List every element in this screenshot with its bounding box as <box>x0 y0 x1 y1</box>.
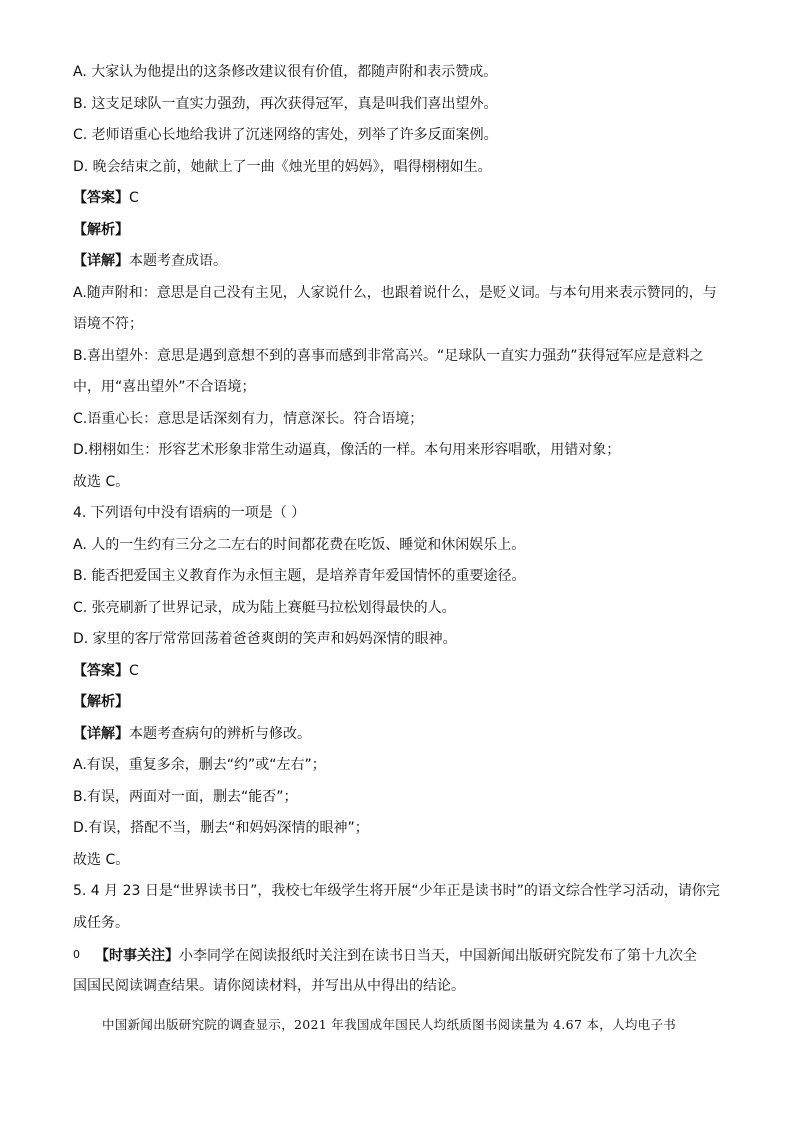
text-line <box>73 598 723 630</box>
line-text: D.有误，搭配不当，删去“和妈妈深情的眼神”； <box>73 820 369 836</box>
line-text: 语境不符； <box>73 316 143 332</box>
section-tag: 【时事关注】 <box>95 948 179 964</box>
line-text: 本题考查病句的辨析与修改。 <box>129 725 311 742</box>
text-line <box>73 125 723 157</box>
text-line <box>73 724 723 756</box>
text-line <box>73 944 723 976</box>
section-tag: 【解析】 <box>73 221 129 238</box>
section-tag: 【详解】 <box>73 725 129 742</box>
line-text: B.有误，两面对一面，删去“能否”； <box>73 788 298 805</box>
text-line <box>73 976 723 1008</box>
text-line <box>73 314 723 346</box>
text-line <box>73 661 723 693</box>
text-line <box>73 566 723 598</box>
line-text: A. 大家认为他提出的这条修改建议很有价值，都随声附和表示赞成。 <box>73 64 498 80</box>
line-text: D. 晚会结束之前，她献上了一曲《烛光里的妈妈》，唱得栩栩如生。 <box>73 158 492 175</box>
line-text: 故选 C。 <box>73 851 130 868</box>
text-line <box>73 850 723 882</box>
line-text: D.栩栩如生：形容艺术形象非常生动逼真，像活的一样。本句用来形容唱歌，用错对象； <box>73 442 621 458</box>
text-line <box>73 346 723 378</box>
text-line <box>73 62 723 94</box>
text-line <box>73 503 723 535</box>
document-body <box>73 62 723 1007</box>
line-text: D. 家里的客厅常常回荡着爸爸爽朗的笑声和妈妈深情的眼神。 <box>73 631 457 647</box>
text-line <box>73 755 723 787</box>
text-line <box>73 535 723 567</box>
line-text: C <box>129 662 139 679</box>
text-line <box>73 283 723 315</box>
line-text: A. 人的一生约有三分之二左右的时间都花费在吃饭、睡觉和休闲娱乐上。 <box>73 536 526 553</box>
line-text: 5. 4 月 23 日是“世界读书日”，我校七年级学生将开展“少年正是读书时”的语文综合性学习活动，请你完 <box>73 883 720 899</box>
text-line <box>73 188 723 220</box>
line-text: 成任务。 <box>73 914 129 931</box>
text-line <box>73 409 723 441</box>
sub-question-number: 0 <box>73 948 80 961</box>
section-tag: 【答案】 <box>73 190 129 206</box>
text-line <box>73 220 723 252</box>
text-line <box>73 629 723 661</box>
section-tag: 【解析】 <box>73 694 129 710</box>
line-text: 中，用“喜出望外”不合语境； <box>73 379 256 395</box>
text-line <box>73 818 723 850</box>
section-tag: 【答案】 <box>73 662 129 679</box>
line-text: 本题考查成语。 <box>129 253 227 269</box>
line-text: C <box>129 190 139 206</box>
line-text: B. 这支足球队一直实力强劲，再次获得冠军，真是叫我们喜出望外。 <box>73 95 498 112</box>
line-text: C. 老师语重心长地给我讲了沉迷网络的害处，列举了许多反面案例。 <box>73 127 498 143</box>
line-text: C. 张亮刷新了世界记录，成为陆上赛艇马拉松划得最快的人。 <box>73 599 456 616</box>
line-text: 国国民阅读调查结果。请你阅读材料，并写出从中得出的结论。 <box>73 977 465 994</box>
text-line <box>73 787 723 819</box>
text-line <box>73 881 723 913</box>
reading-material-quote: 中国新闻出版研究院的调查显示，2021 年我国成年国民人均纸质图书阅读量为 4.67 本，人均电子书 <box>102 1017 677 1032</box>
text-line <box>73 692 723 724</box>
line-text: A.随声附和：意思是自己没有主见，人家说什么，也跟着说什么，是贬义词。与本句用来表示赞同的，与 <box>73 284 717 301</box>
text-line <box>73 440 723 472</box>
line-text: C.语重心长：意思是话深刻有力，情意深长。符合语境； <box>73 410 424 427</box>
text-line <box>73 472 723 504</box>
text-line <box>73 251 723 283</box>
text-line <box>73 377 723 409</box>
line-text: B. 能否把爱国主义教育作为永恒主题，是培养青年爱国情怀的重要途径。 <box>73 568 526 584</box>
text-line <box>73 913 723 945</box>
line-text: 4. 下列语句中没有语病的一项是（ ） <box>73 505 306 521</box>
line-text: 故选 C。 <box>73 473 130 490</box>
line-text: B.喜出望外：意思是遇到意想不到的喜事而感到非常高兴。“足球队一直实力强劲”获得冠军应是意料之 <box>73 347 704 364</box>
text-line <box>73 94 723 126</box>
line-text: 小李同学在阅读报纸时关注到在读书日当天，中国新闻出版研究院发布了第十九次全 <box>179 948 697 964</box>
text-line <box>73 157 723 189</box>
section-tag: 【详解】 <box>73 253 129 269</box>
line-text: A.有误，重复多余，删去“约”或“左右”； <box>73 757 326 773</box>
